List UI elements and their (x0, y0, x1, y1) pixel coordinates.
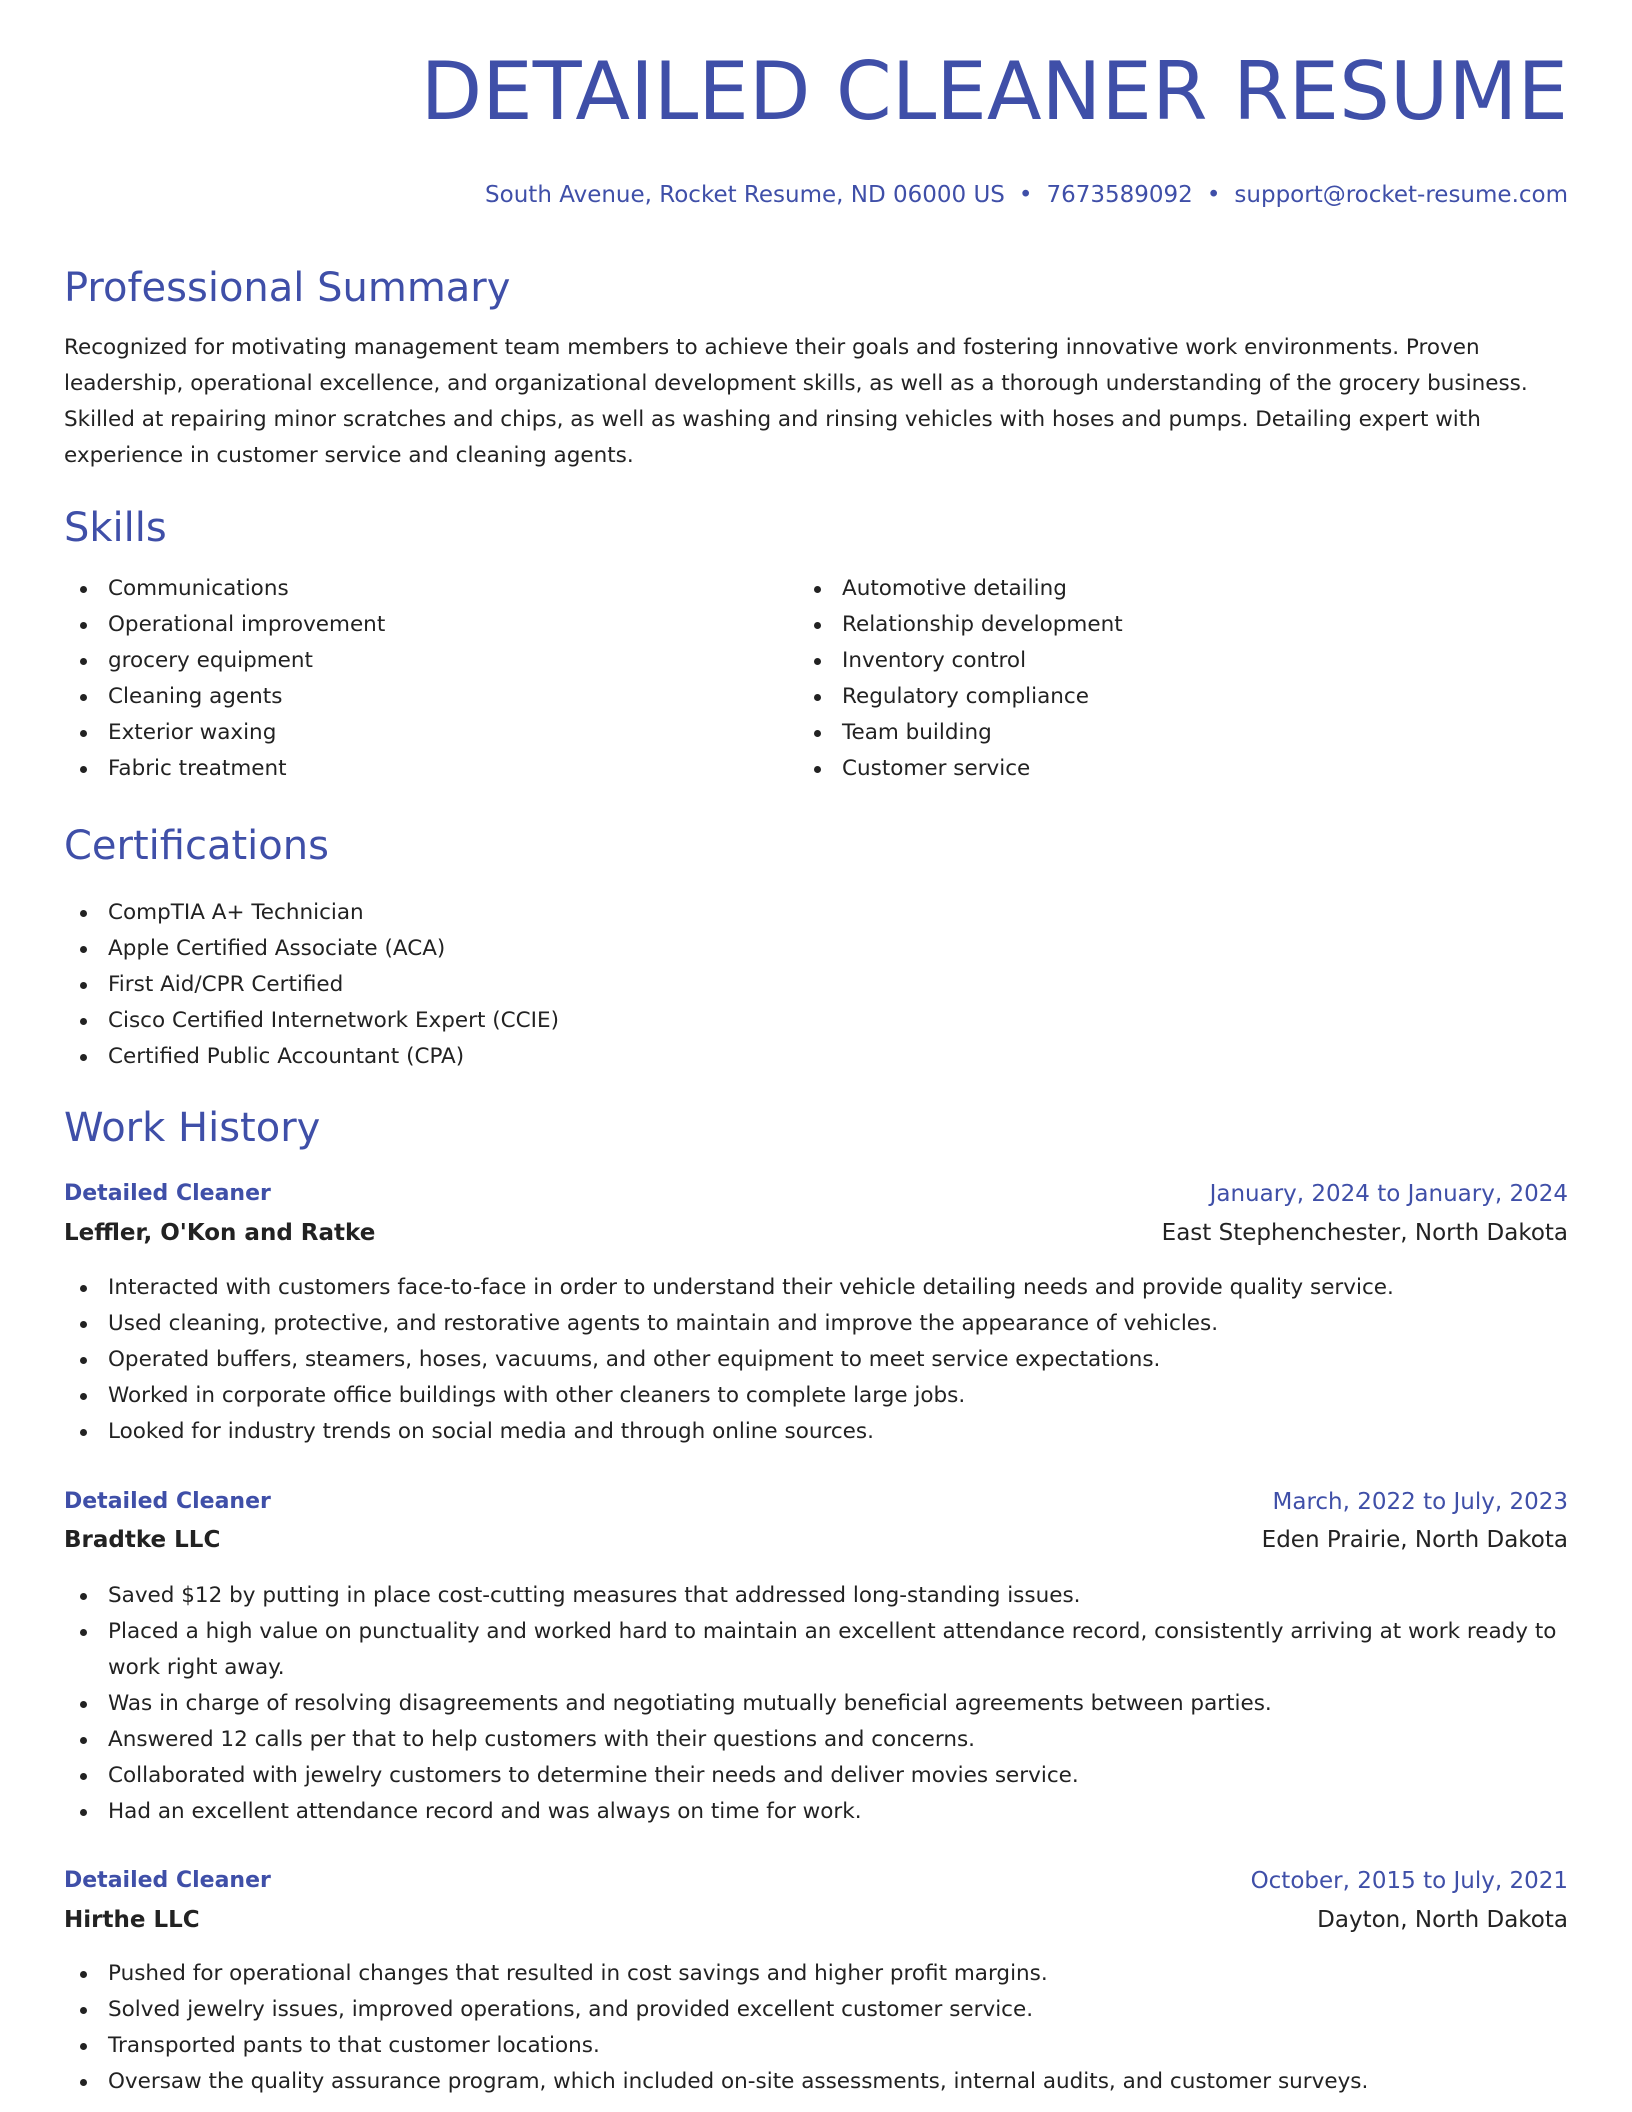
job-company: Bradtke LLC (64, 1527, 221, 1553)
certification-item: Certified Public Accountant (CPA) (64, 1039, 1568, 1075)
job-company-row (64, 1907, 1568, 1937)
job-company: Hirthe LLC (64, 1907, 200, 1933)
job-bullet: Had an excellent attendance record and was always on time for work. (64, 1794, 1568, 1830)
skill-item: Customer service (798, 751, 1498, 787)
job-bullet: Saved $12 by putting in place cost-cutting measures that addressed long-standing issues. (64, 1578, 1568, 1614)
job-dates: October, 2015 to July, 2021 (1250, 1868, 1568, 1894)
skills-list-left (64, 571, 764, 787)
job-bullet: Worked in corporate office buildings with other cleaners to complete large jobs. (64, 1378, 1568, 1414)
job-bullet: Solved jewelry issues, improved operations, and provided excellent customer service. (64, 1992, 1568, 2028)
job-bullets (64, 1956, 1568, 2100)
certification-item: Cisco Certified Internetwork Expert (CCIE) (64, 1003, 1568, 1039)
job-title: Detailed Cleaner (64, 1489, 271, 1514)
job-bullet: Answered 12 calls per that to help customers with their questions and concerns. (64, 1722, 1568, 1758)
job-bullet: Used cleaning, protective, and restorative agents to maintain and improve the appearance of vehicles. (64, 1306, 1568, 1342)
job-bullets (64, 1270, 1568, 1450)
contact-separator: • (1018, 182, 1033, 208)
resume-title: DETAILED CLEANER RESUME (420, 45, 1568, 138)
job-dates: January, 2024 to January, 2024 (1209, 1181, 1568, 1207)
job-title: Detailed Cleaner (64, 1181, 271, 1206)
contact-separator: • (1206, 182, 1221, 208)
contact-phone: 7673589092 (1046, 182, 1193, 208)
skills-list-right (798, 571, 1498, 787)
job-title: Detailed Cleaner (64, 1868, 271, 1893)
skill-item: Regulatory compliance (798, 679, 1498, 715)
job-company: Leffler, O'Kon and Ratke (64, 1220, 376, 1246)
job-bullet: Oversaw the quality assurance program, which included on-site assessments, internal audits, and customer surveys. (64, 2064, 1568, 2100)
certification-item: First Aid/CPR Certified (64, 967, 1568, 1003)
summary-text: Recognized for motivating management team members to achieve their goals and fostering innovative work environments. Proven leadership, operational excellence, and organizational development skills, as well as a thorough understanding of the grocery business. Skilled at repairing minor scratches and chips, as well as washing and rinsing vehicles with hoses and pumps. Detailing expert with experience in customer service and cleaning agents. (64, 335, 1528, 468)
skill-item: grocery equipment (64, 643, 764, 679)
skill-item: Inventory control (798, 643, 1498, 679)
skill-item: Communications (64, 571, 764, 607)
job-bullet: Transported pants to that customer locations. (64, 2028, 1568, 2064)
job-location: Dayton, North Dakota (1317, 1907, 1568, 1933)
skills-heading: Skills (64, 505, 167, 551)
certifications-heading: Certifications (64, 823, 329, 869)
contact-line (485, 184, 1568, 207)
job-bullet: Collaborated with jewelry customers to determine their needs and deliver movies service. (64, 1758, 1568, 1794)
job-company-row (64, 1527, 1568, 1557)
job-bullet: Operated buffers, steamers, hoses, vacuums, and other equipment to meet service expectations. (64, 1342, 1568, 1378)
job-bullet: Pushed for operational changes that resulted in cost savings and higher profit margins. (64, 1956, 1568, 1992)
contact-address: South Avenue, Rocket Resume, ND 06000 US (485, 182, 1005, 208)
skill-item: Team building (798, 715, 1498, 751)
certification-item: Apple Certified Associate (ACA) (64, 931, 1568, 967)
job-location: Eden Prairie, North Dakota (1261, 1527, 1568, 1553)
certification-item: CompTIA A+ Technician (64, 895, 1568, 931)
job-header (64, 1868, 1568, 1898)
skill-item: Fabric treatment (64, 751, 764, 787)
summary-heading: Professional Summary (64, 265, 511, 311)
skill-item: Exterior waxing (64, 715, 764, 751)
skill-item: Automotive detailing (798, 571, 1498, 607)
job-bullet: Interacted with customers face-to-face in order to understand their vehicle detailing needs and provide quality service. (64, 1270, 1568, 1306)
skill-item: Operational improvement (64, 607, 764, 643)
work-history-heading: Work History (64, 1105, 321, 1151)
job-bullet: Was in charge of resolving disagreements and negotiating mutually beneficial agreements between parties. (64, 1686, 1568, 1722)
job-header (64, 1489, 1568, 1519)
job-header (64, 1181, 1568, 1211)
certifications-list (64, 895, 1568, 1075)
job-dates: March, 2022 to July, 2023 (1272, 1489, 1568, 1515)
skill-item: Cleaning agents (64, 679, 764, 715)
job-bullets (64, 1578, 1568, 1830)
job-bullet: Placed a high value on punctuality and worked hard to maintain an excellent attendance record, consistently arriving at work ready to work right away. (64, 1614, 1568, 1686)
skill-item: Relationship development (798, 607, 1498, 643)
job-location: East Stephenchester, North Dakota (1161, 1220, 1568, 1246)
job-company-row (64, 1220, 1568, 1250)
job-bullet: Looked for industry trends on social media and through online sources. (64, 1414, 1568, 1450)
contact-email: support@rocket-resume.com (1234, 182, 1568, 208)
